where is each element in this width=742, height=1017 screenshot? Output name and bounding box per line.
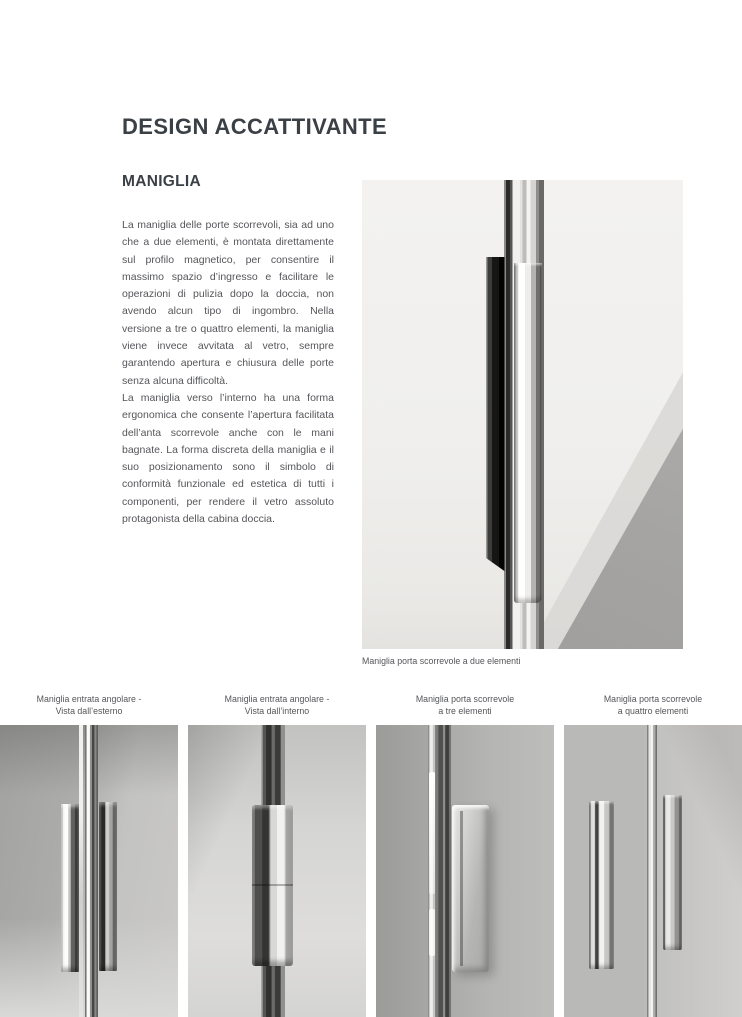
handle-left bbox=[589, 801, 614, 969]
handle-right bbox=[99, 802, 117, 971]
gallery-image-four-elements bbox=[564, 725, 742, 1017]
gallery-caption-2-line1: Maniglia entrata angolare - bbox=[224, 694, 330, 704]
gallery-caption-3-line2: a tre elementi bbox=[438, 705, 492, 716]
gallery-images-row bbox=[0, 725, 742, 1017]
gallery-caption-1-line1: Maniglia entrata angolare - bbox=[36, 694, 142, 704]
gallery-image-exterior-view bbox=[0, 725, 178, 1017]
gallery-caption-1 bbox=[0, 694, 178, 717]
gallery-caption-3-line1: Maniglia porta scorrevole bbox=[415, 694, 515, 704]
handle-junction-line bbox=[252, 884, 293, 886]
handle-right bbox=[663, 795, 683, 950]
magnetic-profile bbox=[85, 725, 98, 1017]
gallery-caption-4-line1: Maniglia porta scorrevole bbox=[603, 694, 703, 704]
gallery-caption-2-line2: Vista dall’interno bbox=[244, 705, 310, 716]
main-figure bbox=[362, 180, 683, 668]
main-figure-image bbox=[362, 180, 683, 649]
gallery-caption-2 bbox=[188, 694, 366, 717]
gallery-image-interior-view bbox=[188, 725, 366, 1017]
profile-highlight-top bbox=[429, 772, 435, 895]
gallery-caption-4-line2: a quattro elementi bbox=[617, 705, 689, 716]
profile-highlight-bottom bbox=[429, 909, 435, 956]
screwed-glass-handle bbox=[452, 805, 489, 971]
body-paragraph-1: La maniglia delle porte scorrevoli, sia ad uno che a due elementi, è montata direttamente sul profilo magnetico, per consentire il massimo spazio d’ingresso e facilitare le operazioni di pulizia dopo la doccia, non avendo alcun tipo di ingombro. Nella versione a tre o quattro elementi, la maniglia viene invece avvitata al vetro, sempre garantendo apertura e chiusura delle porte senza alcuna difficoltà. bbox=[122, 219, 334, 387]
glass-edge-highlight bbox=[79, 725, 83, 1017]
handle-left bbox=[61, 804, 79, 972]
text-column bbox=[122, 173, 334, 528]
gallery-caption-1-line2: Vista dall’esterno bbox=[55, 705, 123, 716]
handle-dark-side bbox=[486, 257, 505, 571]
gallery-caption-3 bbox=[376, 694, 554, 717]
section-title: MANIGLIA bbox=[122, 173, 202, 190]
body-paragraph-2: La maniglia verso l’interno ha una forma ergonomica che consente l’apertura facilitata dell’anta scorrevole anche con le mani bagnate. La forma discreta della maniglia e il suo posizionamento sono il simbolo di conformità funzionale ed estetica di tutti i componenti, per rendere il vetro assoluto protagonista della cabina doccia. bbox=[122, 391, 334, 526]
handle-chrome-side bbox=[514, 263, 542, 603]
gallery-captions-row bbox=[0, 694, 742, 717]
gallery-caption-4 bbox=[564, 694, 742, 717]
gallery-image-three-elements bbox=[376, 725, 554, 1017]
handle-groove-line bbox=[460, 811, 462, 966]
page-title: DESIGN ACCATTIVANTE bbox=[122, 114, 388, 139]
main-figure-caption: Maniglia porta scorrevole a due elementi bbox=[362, 656, 521, 666]
central-chrome-profile bbox=[647, 725, 658, 1017]
